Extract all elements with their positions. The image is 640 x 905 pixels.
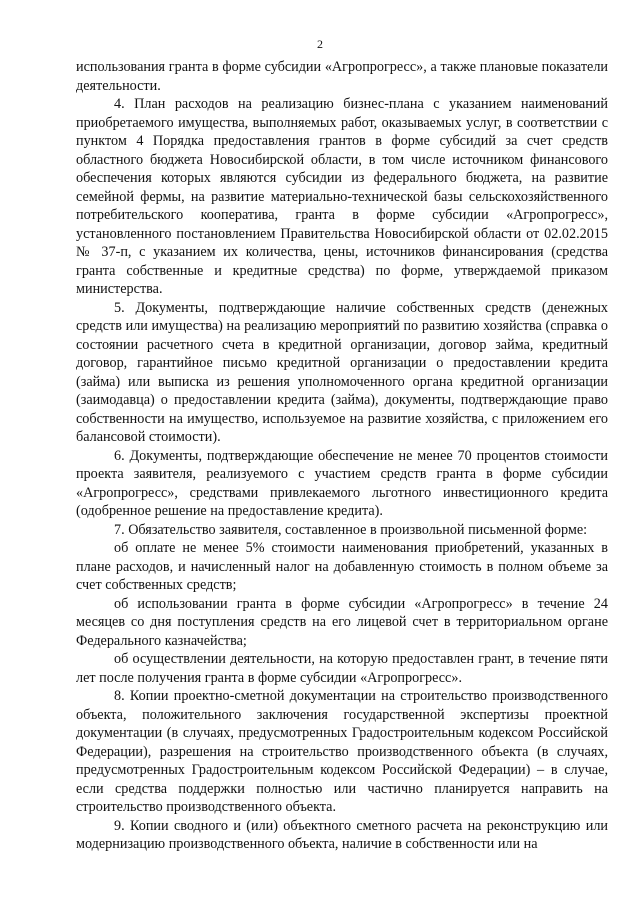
paragraph-continuation: использования гранта в форме субсидии «Агропрогресс», а также плановые показатели деятельности. [76, 59, 608, 94]
paragraph-obligation-activity: об осуществлении деятельности, на которую предоставлен грант, в течение пяти лет после получения гранта в форме субсидии «Агропрогресс». [76, 651, 608, 686]
paragraph-obligation-usage: об использовании гранта в форме субсидии «Агропрогресс» в течение 24 месяцев со дня поступления средств на его лицевой счет в территориальном органе Федерального казначейства; [76, 595, 608, 649]
paragraph-item-8: 8. Копии проектно-сметной документации на строительство производственного объекта, положительного заключения государственной экспертизы проектной документации (в случаях, предусмотренных Градостроительным кодексом Российской Федерации), разрешения на строительство производственного объекта (в случаях, предусмотренных Градостроительным кодексом Российской Федерации) – в случае, если средства поддержки полностью или частично планируется направить на строительство производственного объекта. [76, 688, 608, 815]
paragraph-item-5: 5. Документы, подтверждающие наличие собственных средств (денежных средств или имущества) на реализацию мероприятий по развитию хозяйства (справка о состоянии расчетного счета в кредитной организации, договор займа, кредитный договор, гарантийное письмо кредитной организации о предоставлении кредита (займа) или выписка из решения уполномоченного органа кредитной организации (заимодавца) о предоставлении кредита (займа), документы, подтверждающие право собственности на имущество, используемое на развитие хозяйства, с приложением его балансовой стоимости). [76, 299, 608, 445]
page-number: 2 [317, 37, 323, 51]
paragraph-item-7: 7. Обязательство заявителя, составленное в произвольной письменной форме: [114, 521, 588, 538]
paragraph-obligation-payment: об оплате не менее 5% стоимости наименования приобретений, указанных в плане расходов, и начисленный налог на добавленную стоимость в полном объеме за счет собственных средств; [76, 540, 608, 593]
paragraph-item-9: 9. Копии сводного и (или) объектного сметного расчета на реконструкцию или модернизацию производственного объекта, наличие в собственности или на [76, 817, 608, 852]
paragraph-item-4: 4. План расходов на реализацию бизнес-плана с указанием наименований приобретаемого имущества, выполняемых работ, оказываемых услуг, в соответствии с пунктом 4 Порядка предоставления грантов в форме субсидий за счет средств областного бюджета Новосибирской области, в том числе источником финансового обеспечения которых являются субсидии из федерального бюджета, на развитие семейной фермы, на развитие материально-технической базы сельскохозяйственного потребительского кооператива, гранта в форме субсидии «Агропрогресс», установленного постановлением Правительства Новосибирской области от 02.02.2015 № 37-п, с указанием их количества, цены, источников финансирования (средства гранта собственные и кредитные средства) по форме, утверждаемой приказом министерства. [76, 96, 608, 297]
document-body [76, 58, 608, 854]
paragraph-item-6: 6. Документы, подтверждающие обеспечение не менее 70 процентов стоимости проекта заявителя, реализуемого с участием средств гранта в форме субсидии «Агропрогресс», средствами привлекаемого льготного инвестиционного кредита (одобренное решение на предоставление кредита). [76, 447, 608, 519]
